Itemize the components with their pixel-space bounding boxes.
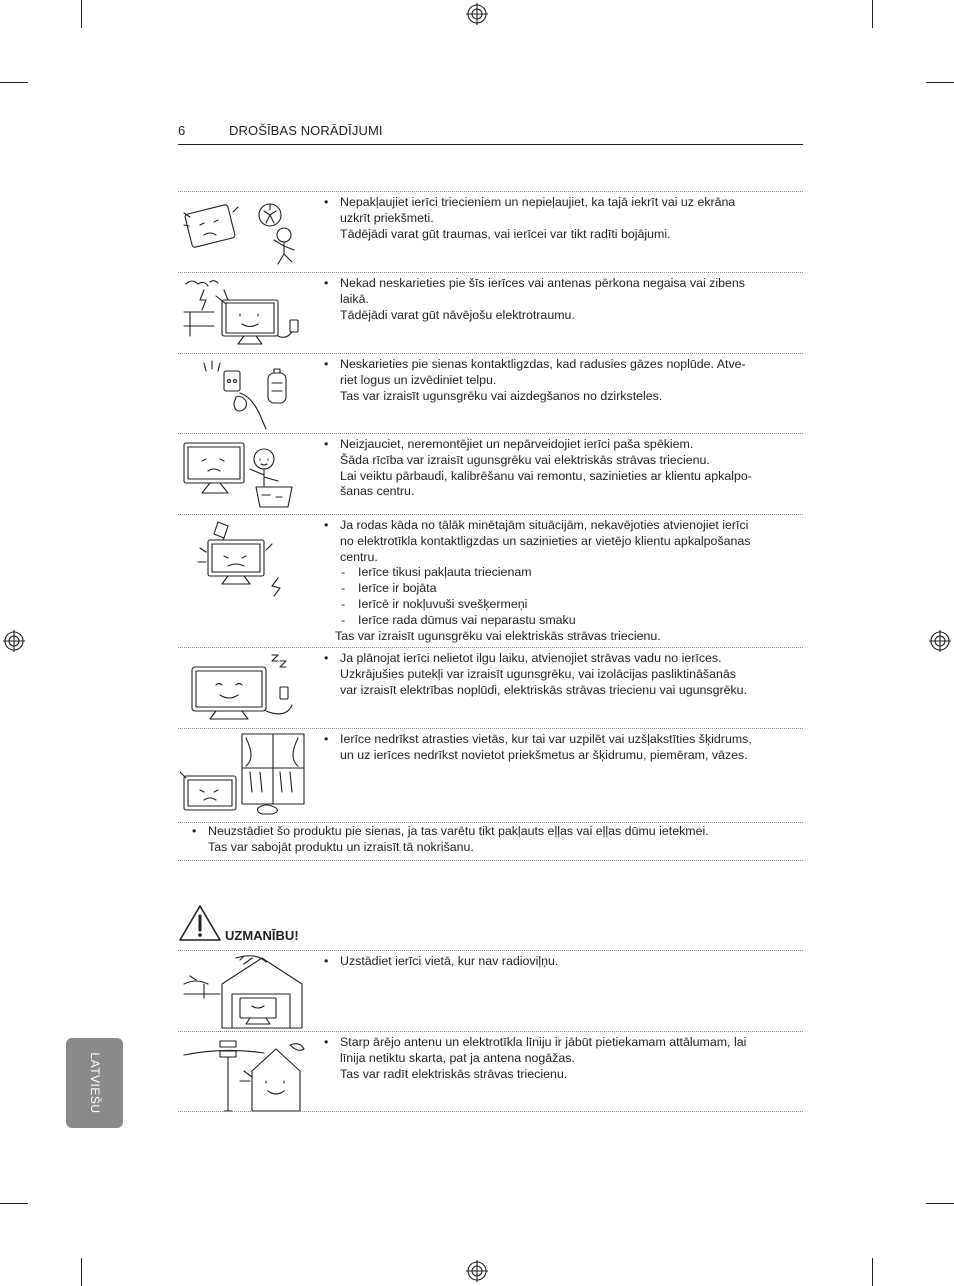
bullet-text: • Ja rodas kāda no tālāk minētajām situācijām, nekavējoties atvienojiet ierīci [324, 518, 786, 534]
continuation-text: šanas centru. [340, 484, 415, 499]
safety-row [178, 514, 803, 648]
tv-lightning-illustration-icon [180, 276, 308, 350]
continuation-text: Tas var sabojāt produktu un izraisīt tā nokrišanu. [208, 839, 474, 854]
house-antenna-illustration-icon [180, 954, 308, 1032]
bullet-text: • Nepakļaujiet ierīci triecieniem un nepieļaujiet, ka tajā iekrīt vai uz ekrāna [324, 195, 786, 211]
continuation-text: Šāda rīcība var izraisīt ugunsgrēku vai elektriskās strāvas triecienu. [340, 452, 710, 467]
continuation-text: laikā. [340, 291, 369, 306]
continuation-text: riet logus un izvēdiniet telpu. [340, 372, 497, 387]
continuation-text: centru. [340, 549, 378, 564]
tv-damage-illustration-icon [180, 518, 308, 598]
bullet-text: • Uzstādiet ierīci vietā, kur nav radioviļņu. [324, 954, 786, 970]
row-divider [178, 1111, 803, 1112]
caution-heading: UZMANĪBU! [225, 928, 299, 943]
continuation-text: Uzkrājušies putekļi var izraisīt ugunsgrēku, vai izolācijas pasliktināšanās [340, 666, 736, 681]
tv-impact-illustration-icon [180, 195, 308, 269]
continuation-text: uzkrīt priekšmeti. [340, 210, 434, 225]
bullet-text: • Ja plānojat ierīci nelietot ilgu laiku, atvienojiet strāvas vadu no ierīces. [324, 651, 786, 667]
page-number: 6 [178, 123, 186, 138]
language-tab [66, 1038, 123, 1128]
caution-row [178, 950, 803, 1031]
page-header [178, 122, 803, 145]
safety-row [178, 647, 803, 728]
crop-mark [926, 1203, 954, 1204]
bullet-text: • Neizjauciet, neremontējiet un nepārveidojiet ierīci paša spēkiem. [324, 437, 786, 453]
continuation-text: līnija netiktu skarta, pat ja antena nogāžas. [340, 1050, 575, 1065]
warning-triangle-icon [178, 904, 222, 942]
row-divider [178, 822, 803, 823]
registration-mark-icon [929, 630, 951, 652]
wall-mount-note [192, 824, 792, 856]
continuation-text: un uz ierīces nedrīkst novietot priekšmetus ar šķidrumu, piemēram, vāzes. [340, 747, 748, 762]
row-divider [178, 860, 803, 861]
sub-list-item: - Ierīce ir bojāta [324, 581, 786, 597]
section-title: DROŠĪBAS NORĀDĪJUMI [229, 123, 383, 138]
crop-mark [926, 82, 954, 83]
continuation-text: Tas var radīt elektriskās strāvas triecienu. [340, 1066, 568, 1081]
crop-mark [81, 1258, 82, 1286]
crop-mark [81, 0, 82, 28]
safety-row [178, 353, 803, 434]
tail-text: Tas var izraisīt ugunsgrēku vai elektriskās strāvas triecienu. [335, 628, 661, 643]
registration-mark-icon [3, 630, 25, 652]
safety-row [178, 191, 803, 272]
crop-mark [872, 1258, 873, 1286]
bullet-text: • Ierīce nedrīkst atrasties vietās, kur tai var uzpilēt vai uzšļakstīties šķidrums, [324, 732, 786, 748]
tv-repair-illustration-icon [180, 437, 308, 511]
bullet-text: • Starp ārējo antenu un elektrotīkla līniju ir jābūt pietiekamam attālumam, lai [324, 1035, 786, 1051]
crop-mark [0, 1203, 28, 1204]
continuation-text: Lai veiktu pārbaudi, kalibrēšanu vai remontu, sazinieties ar klientu apkalpo- [340, 468, 752, 483]
registration-mark-icon [466, 1260, 488, 1282]
safety-row [178, 272, 803, 353]
bullet-text: • Neskarieties pie sienas kontaktligzdas, kad radusies gāzes noplūde. Atve- [324, 357, 786, 373]
language-tab-label: LATVIEŠU [87, 1052, 102, 1114]
tv-unplugged-illustration-icon [180, 651, 308, 727]
safety-row [178, 433, 803, 514]
sub-list-item: - Ierīcē ir nokļuvuši svešķermeņi [324, 597, 786, 613]
tv-liquid-illustration-icon [180, 732, 308, 820]
bullet-text: • Nekad neskarieties pie šīs ierīces vai antenas pērkona negaisa vai zibens [324, 276, 786, 292]
safety-row [178, 728, 803, 822]
crop-mark [0, 82, 28, 83]
continuation-text: Tādējādi varat gūt traumas, vai ierīcei var tikt radīti bojājumi. [340, 226, 671, 241]
continuation-text: Tas var izraisīt ugunsgrēku vai aizdegšanos no dzirksteles. [340, 388, 663, 403]
continuation-text: var izraisīt elektrības noplūdi, elektriskās strāvas triecienu vai ugunsgrēku. [340, 682, 748, 697]
continuation-text: no elektrotīkla kontaktligzdas un sazinieties ar vietējo klientu apkalpošanas [340, 533, 751, 548]
caution-row [178, 1031, 803, 1112]
continuation-text: Tādējādi varat gūt nāvējošu elektrotraumu. [340, 307, 575, 322]
gas-leak-illustration-icon [180, 357, 308, 431]
crop-mark [872, 0, 873, 28]
sub-list-item: - Ierīce tikusi pakļauta triecienam [324, 565, 786, 581]
bullet-text: • Neuzstādiet šo produktu pie sienas, ja tas varētu tikt pakļauts eļļas vai eļļas dūmu ietekmei. [192, 824, 792, 840]
sub-list-item: - Ierīce rada dūmus vai neparastu smaku [324, 613, 786, 629]
antenna-powerline-illustration-icon [180, 1035, 308, 1113]
registration-mark-icon [466, 3, 488, 25]
